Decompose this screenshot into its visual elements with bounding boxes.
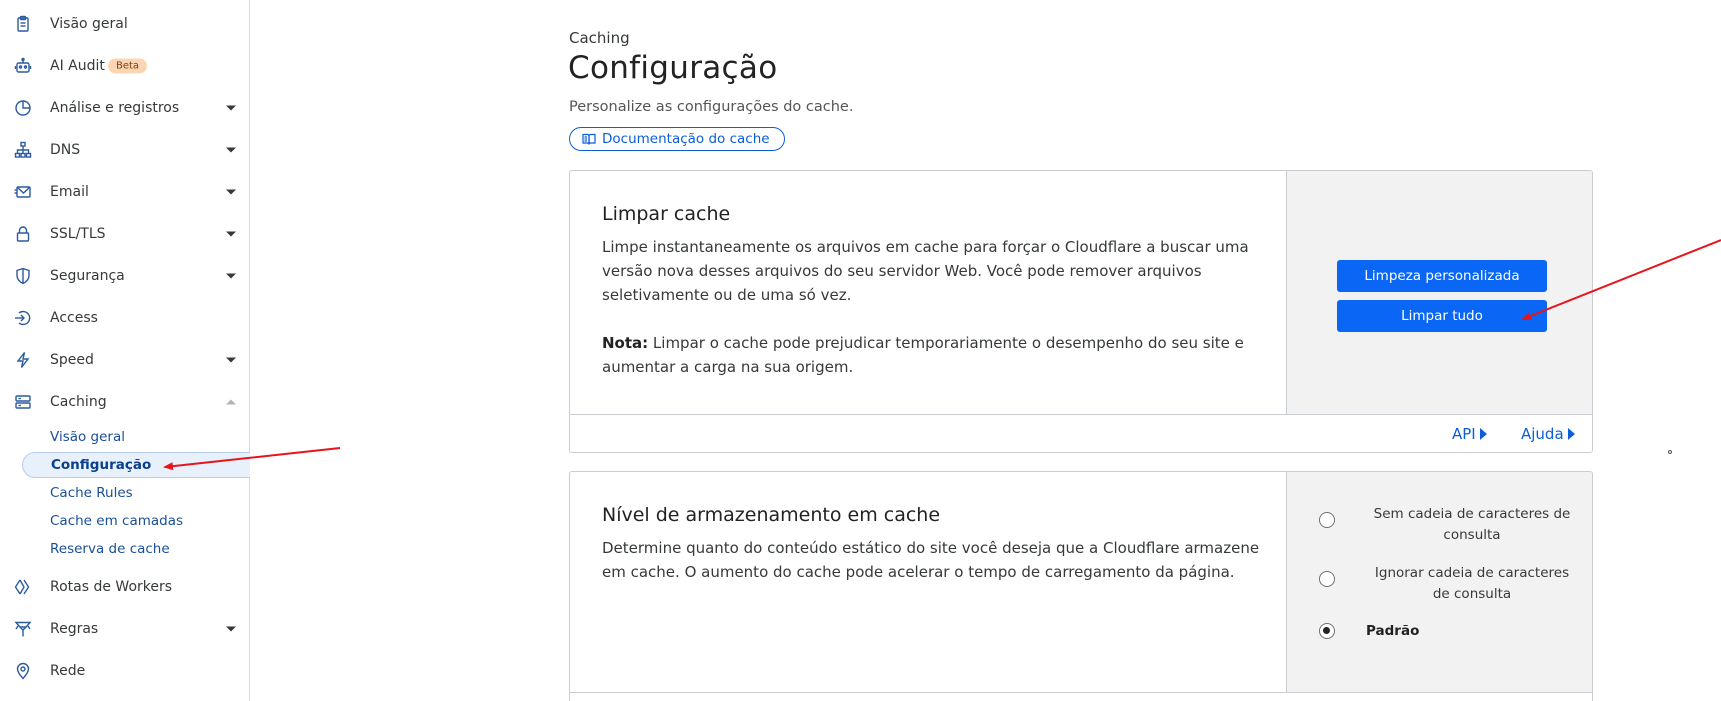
option-label: Padrão [1366, 623, 1420, 639]
option-label: Sem cadeia de caracteres de consulta [1373, 506, 1571, 543]
sidebar-item-label: Análise e registros [50, 100, 180, 116]
chevron-up-icon [226, 400, 236, 405]
sidebar-item-label: Caching [50, 394, 107, 410]
sidebar-item-label: Rotas de Workers [50, 579, 173, 595]
rules-icon [13, 619, 33, 639]
location-pin-icon [13, 661, 33, 681]
lock-icon [13, 224, 33, 244]
chevron-down-icon [226, 190, 236, 195]
storage-icon [13, 392, 33, 412]
subnav-item-configuracao[interactable] [22, 452, 250, 478]
subnav-item-label: Configuração [51, 457, 152, 473]
caching-level-description: Determine quanto do conteúdo estático do site você deseja que a Cloudflare armazene em cache. O aumento do cache pode acelerar o tempo de carregamento da página. [602, 539, 1260, 581]
chevron-down-icon [226, 106, 236, 111]
sidebar-item-rotas-workers[interactable] [0, 566, 250, 608]
sidebar-item-label: Speed [50, 352, 94, 368]
email-icon [13, 182, 33, 202]
sidebar-item-caching[interactable] [0, 381, 250, 423]
subnav-item-label: Cache em camadas [50, 513, 184, 529]
purge-everything-button[interactable]: Limpar tudo [1337, 300, 1547, 332]
caret-right-icon [1480, 428, 1487, 440]
chevron-down-icon [226, 232, 236, 237]
purge-cache-actions [1286, 171, 1593, 414]
radio-button-checked[interactable] [1319, 623, 1335, 639]
api-link-label: API [1452, 425, 1476, 443]
option-label: Ignorar cadeia de caracteres de consulta [1374, 565, 1570, 602]
subnav-item-label: Cache Rules [50, 485, 133, 501]
chevron-down-icon [226, 274, 236, 279]
sidebar [0, 0, 250, 701]
caching-level-title: Nível de armazenamento em cache [602, 504, 941, 526]
page-description: Personalize as configurações do cache. [569, 99, 854, 115]
subnav-item-reserva-de-cache[interactable] [0, 536, 250, 562]
pie-chart-icon [13, 98, 33, 118]
network-icon [13, 140, 33, 160]
custom-purge-button[interactable]: Limpeza personalizada [1337, 260, 1547, 292]
book-icon [582, 132, 596, 146]
sidebar-item-label: Segurança [50, 268, 125, 284]
access-icon [13, 308, 33, 328]
sidebar-item-seguranca[interactable] [0, 255, 250, 297]
caching-level-card [569, 471, 1593, 701]
sidebar-item-label: Access [50, 310, 98, 326]
page-title: Configuração [568, 50, 778, 86]
workers-icon [13, 577, 33, 597]
purge-cache-description: Limpe instantaneamente os arquivos em cache para forçar o Cloudflare a buscar uma versão nova desses arquivos do seu servidor Web. Você pode remover arquivos seletivamente ou de uma só vez. [602, 238, 1249, 304]
sidebar-item-regras[interactable] [0, 608, 250, 650]
subnav-item-label: Reserva de cache [50, 541, 170, 557]
sidebar-item-rede[interactable] [0, 650, 250, 692]
sidebar-item-ssl-tls[interactable] [0, 213, 250, 255]
note-text: Limpar o cache pode prejudicar temporariamente o desempenho do seu site e aumentar a carga na sua origem. [602, 334, 1244, 376]
clipboard-icon [13, 14, 33, 34]
sidebar-item-label: DNS [50, 142, 81, 158]
lightning-icon [13, 350, 33, 370]
subnav-item-visao-geral[interactable] [0, 424, 250, 450]
subnav-item-cache-rules[interactable] [0, 480, 250, 506]
caret-right-icon [1568, 428, 1575, 440]
sidebar-item-label: SSL/TLS [50, 226, 106, 242]
note-label: Nota: [602, 334, 649, 352]
radio-button[interactable] [1319, 512, 1335, 528]
subnav-item-cache-em-camadas[interactable] [0, 508, 250, 534]
help-link-label: Ajuda [1521, 425, 1564, 443]
chevron-down-icon [226, 627, 236, 632]
sidebar-item-speed[interactable] [0, 339, 250, 381]
purge-cache-title: Limpar cache [602, 203, 731, 225]
sidebar-item-dns[interactable] [0, 129, 250, 171]
chevron-down-icon [226, 358, 236, 363]
caching-level-options [1286, 472, 1593, 692]
help-link[interactable] [1521, 425, 1575, 443]
purge-cache-content [570, 171, 1286, 414]
stray-dot [1668, 450, 1672, 454]
beta-badge: Beta [108, 59, 147, 74]
purge-cache-note [602, 331, 1262, 379]
sidebar-item-label: Regras [50, 621, 99, 637]
purge-cache-card [569, 170, 1593, 453]
sidebar-item-analise-registros[interactable] [0, 87, 250, 129]
purge-cache-footer [570, 414, 1593, 453]
sidebar-item-label: Email [50, 184, 89, 200]
robot-icon [13, 56, 33, 76]
sidebar-item-label: Visão geral [50, 16, 128, 32]
sidebar-item-label: Rede [50, 663, 86, 679]
chevron-down-icon [226, 148, 236, 153]
doc-link-label: Documentação do cache [602, 131, 770, 147]
api-link[interactable] [1452, 425, 1487, 443]
sidebar-item-visao-geral[interactable] [0, 3, 250, 45]
shield-icon [13, 266, 33, 286]
sidebar-item-email[interactable] [0, 171, 250, 213]
sidebar-item-access[interactable] [0, 297, 250, 339]
caching-level-footer [570, 692, 1593, 701]
radio-button[interactable] [1319, 571, 1335, 587]
breadcrumb: Caching [569, 29, 630, 47]
caching-level-content [570, 472, 1286, 692]
cache-documentation-link[interactable] [569, 127, 785, 151]
sidebar-item-ai-audit[interactable] [0, 45, 250, 87]
sidebar-item-label: AI Audit [50, 58, 105, 74]
subnav-item-label: Visão geral [50, 429, 125, 445]
